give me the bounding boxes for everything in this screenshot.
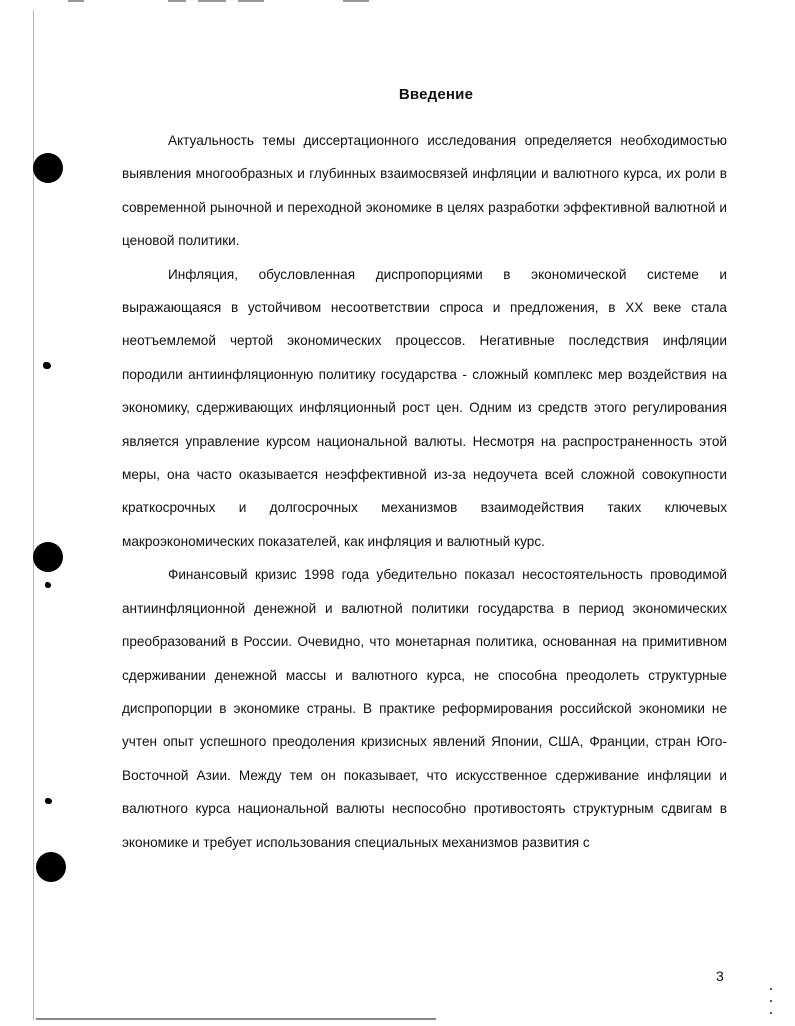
scan-speck: [770, 1000, 772, 1002]
scan-top-mark: [168, 0, 186, 2]
scan-speck: [45, 798, 52, 804]
scan-speck: [770, 988, 772, 990]
punch-hole: [33, 153, 63, 183]
scan-top-mark: [343, 0, 369, 2]
punch-hole: [33, 542, 63, 572]
scan-speck: [770, 1012, 772, 1014]
scan-bottom-line: [36, 1018, 436, 1020]
page-number: 3: [716, 968, 724, 984]
scan-speck: [43, 362, 51, 369]
body-text: [122, 124, 727, 859]
scan-speck: [45, 582, 51, 588]
punch-hole: [36, 852, 66, 882]
paragraph-crisis: Финансовый кризис 1998 года убедительно показал несостоятельность проводимой антиинфляционной денежной и валютной политики государства в период экономических преобразований в России. Очевидно, что монетарная политика, основанная на примитивном сдерживании денежной массы и валютного курса, не способна преодолеть структурные диспропорции в экономике страны. В практике реформирования российской экономики не учтен опыт успешного преодоления кризисных явлений Японии, США, Франции, стран Юго-Восточной Азии. Между тем он показывает, что искусственное сдерживание инфляции и валютного курса национальной валюты неспособно противостоять структурным сдвигам в экономике и требует использования специальных механизмов развития с: [122, 567, 727, 850]
scan-top-mark: [198, 0, 226, 2]
scan-top-mark: [238, 0, 264, 2]
paragraph-inflation: Инфляция, обусловленная диспропорциями в экономической системе и выражающаяся в устойчивом несоответствии спроса и предложения, в XX веке стала неотъемлемой чертой экономических процессов. Негативные последствия инфляции породили антиинфляционную политику государства - сложный комплекс мер воздействия на экономику, сдерживающих инфляционный рост цен. Одним из средств этого регулирования является управление курсом национальной валюты. Несмотря на распространенность этой меры, она часто оказывается неэффективной из-за недоучета всей сложной совокупности краткосрочных и долгосрочных механизмов взаимодействия таких ключевых макроэкономических показателей, как инфляция и валютный курс.: [122, 266, 727, 549]
scan-top-mark: [68, 0, 84, 2]
section-title: Введение: [398, 86, 474, 103]
paragraph-relevance: Актуальность темы диссертационного исследования определяется необходимостью выявления многообразных и глубинных взаимосвязей инфляции и валютного курса, их роли в современной рыночной и переходной экономике в целях разработки эффективной валютной и ценовой политики.: [122, 133, 727, 249]
